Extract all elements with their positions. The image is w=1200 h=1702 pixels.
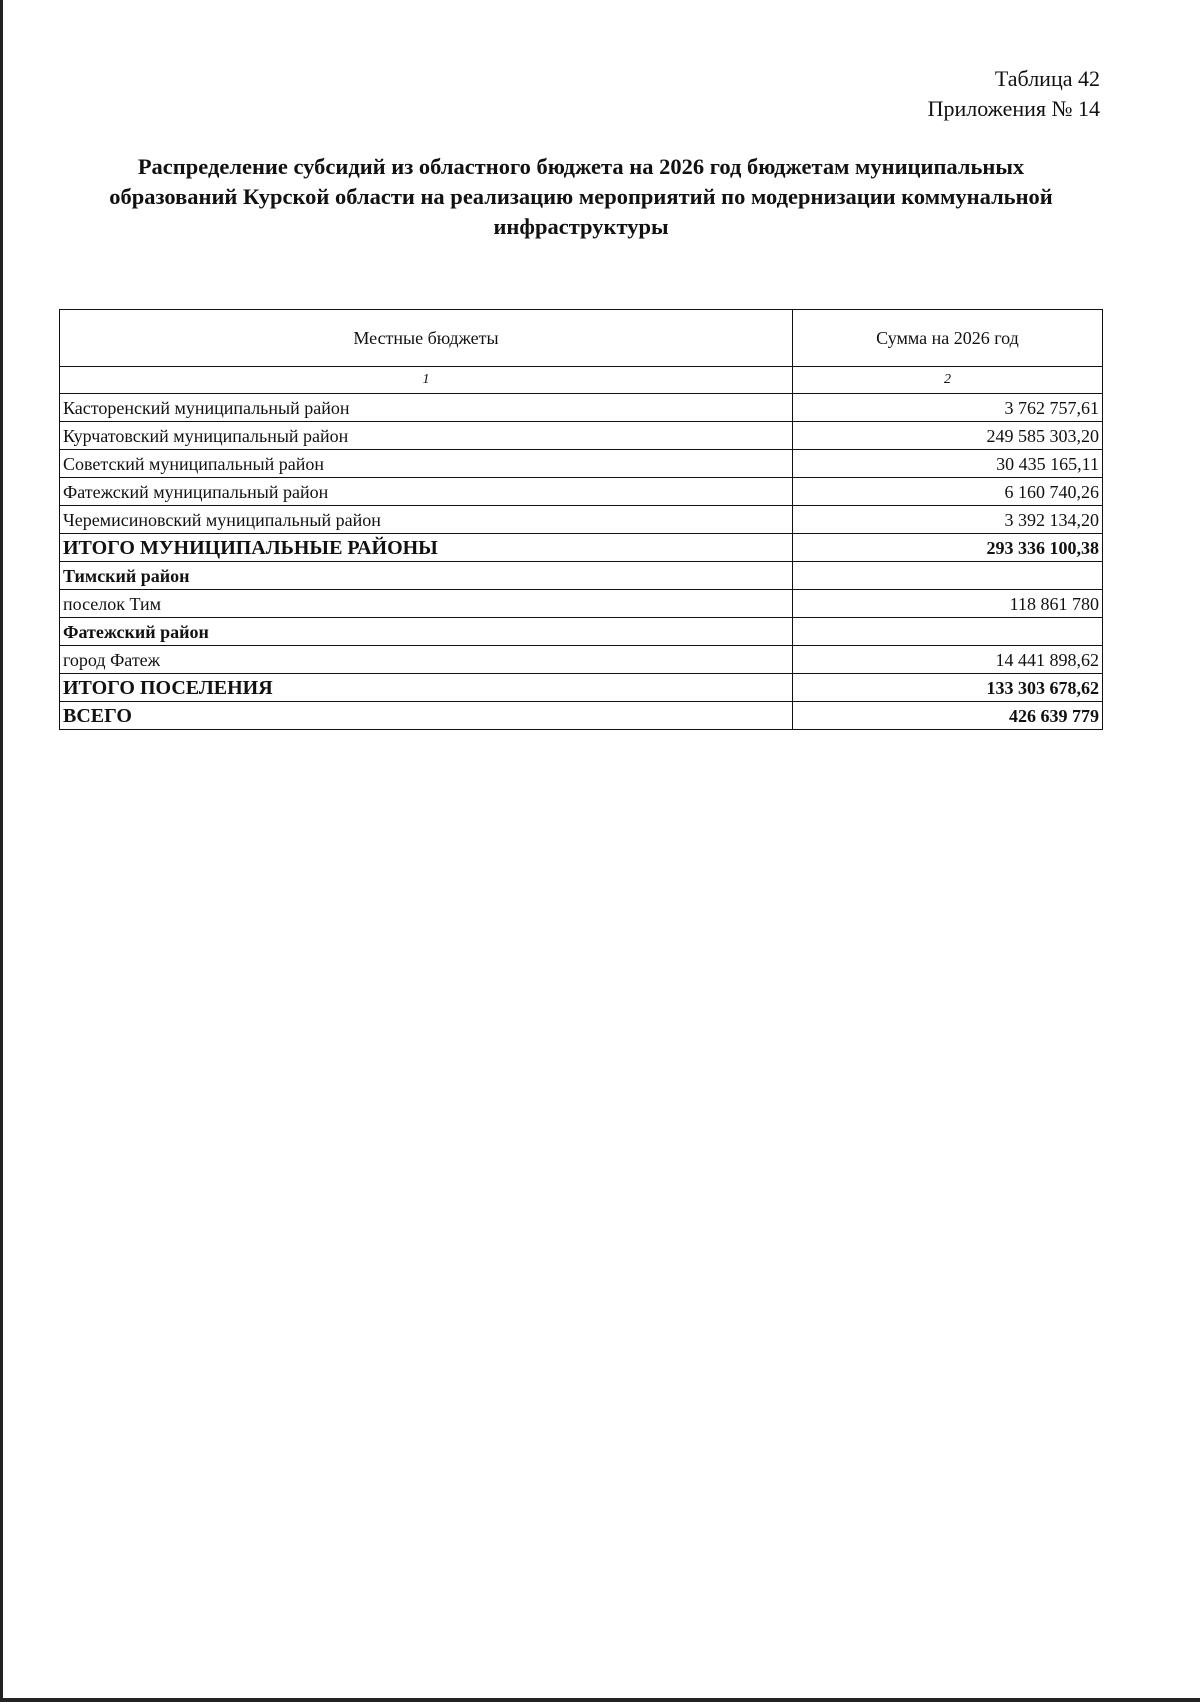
row-name: Курчатовский муниципальный район <box>60 422 793 450</box>
row-name: Фатежский муниципальный район <box>60 478 793 506</box>
row-amount <box>793 618 1103 646</box>
row-name: Тимский район <box>60 562 793 590</box>
table-row <box>60 450 1103 478</box>
title-line-3: инфраструктуры <box>493 214 669 239</box>
row-name: Советский муниципальный район <box>60 450 793 478</box>
row-amount: 426 639 779 <box>793 702 1103 730</box>
row-name: город Фатеж <box>60 646 793 674</box>
scan-edge-left <box>0 0 3 1702</box>
table-row <box>60 422 1103 450</box>
table-row <box>60 590 1103 618</box>
row-name: ИТОГО МУНИЦИПАЛЬНЫЕ РАЙОНЫ <box>60 534 793 562</box>
row-name: поселок Тим <box>60 590 793 618</box>
grand-total-row <box>60 702 1103 730</box>
row-amount: 133 303 678,62 <box>793 674 1103 702</box>
group-row-fatezh-district <box>60 618 1103 646</box>
row-amount: 293 336 100,38 <box>793 534 1103 562</box>
document-reference <box>928 64 1100 124</box>
table-header-row <box>60 310 1103 367</box>
column-number-1: 1 <box>60 367 793 394</box>
row-amount: 3 762 757,61 <box>793 394 1103 422</box>
appendix-number-label: Приложения № 14 <box>927 96 1100 121</box>
document-title <box>60 152 1102 242</box>
row-name: Касторенский муниципальный район <box>60 394 793 422</box>
subtotal-row-districts <box>60 534 1103 562</box>
row-name: Черемисиновский муниципальный район <box>60 506 793 534</box>
scan-edge-bottom <box>0 1698 1200 1702</box>
row-amount <box>793 562 1103 590</box>
row-name: ИТОГО ПОСЕЛЕНИЯ <box>60 674 793 702</box>
table-row <box>60 394 1103 422</box>
row-name: ВСЕГО <box>60 702 793 730</box>
row-name: Фатежский район <box>60 618 793 646</box>
subsidy-distribution-table <box>59 309 1103 730</box>
table-row <box>60 646 1103 674</box>
column-number-row <box>60 367 1103 394</box>
header-amount-2026: Сумма на 2026 год <box>793 310 1103 367</box>
row-amount: 3 392 134,20 <box>793 506 1103 534</box>
group-row-tim-district <box>60 562 1103 590</box>
subtotal-row-settlements <box>60 674 1103 702</box>
row-amount: 30 435 165,11 <box>793 450 1103 478</box>
title-line-2: образований Курской области на реализацию мероприятий по модернизации коммунальной <box>109 184 1053 209</box>
row-amount: 14 441 898,62 <box>793 646 1103 674</box>
title-line-1: Распределение субсидий из областного бюджета на 2026 год бюджетам муниципальных <box>137 154 1025 179</box>
header-local-budgets: Местные бюджеты <box>60 310 793 367</box>
column-number-2: 2 <box>793 367 1103 394</box>
table-row <box>60 478 1103 506</box>
table-row <box>60 506 1103 534</box>
table-number-label: Таблица 42 <box>994 66 1100 91</box>
row-amount: 249 585 303,20 <box>793 422 1103 450</box>
row-amount: 118 861 780 <box>793 590 1103 618</box>
row-amount: 6 160 740,26 <box>793 478 1103 506</box>
